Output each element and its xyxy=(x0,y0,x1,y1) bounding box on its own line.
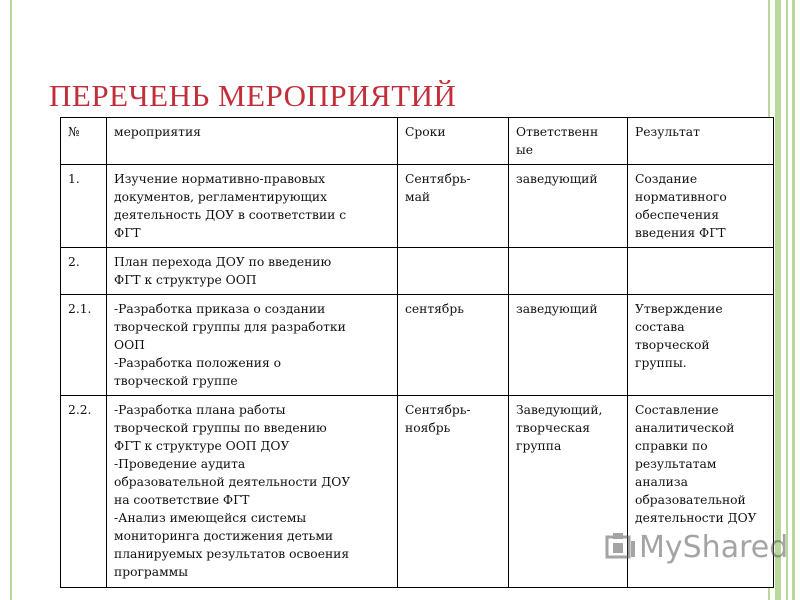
cell-event: План перехода ДОУ по введению ФГТ к структуре ООП xyxy=(107,248,398,295)
table-header-row xyxy=(61,118,774,165)
cell-number: 2. xyxy=(61,248,107,295)
cell-result: Создание нормативного обеспечения введения ФГТ xyxy=(628,165,774,248)
cell-result: Утверждение состава творческой группы. xyxy=(628,295,774,396)
table-row xyxy=(61,295,774,396)
cell-result: Составление аналитической справки по результатам анализа образовательной деятельности ДОУ xyxy=(628,396,774,588)
cell-event: -Разработка плана работы творческой группы по введению ФГТ к структуре ООП ДОУ -Проведение аудита образовательной деятельности ДОУ на соответствие ФГТ -Анализ имеющейся системы мониторинга достижения детьми планируемых результатов освоения программы xyxy=(107,396,398,588)
myshared-logo-icon xyxy=(605,531,637,563)
watermark-text: MyShared xyxy=(639,530,789,565)
cell-term: Сентябрь- май xyxy=(398,165,509,248)
cell-event: Изучение нормативно-правовых документов, регламентирующих деятельность ДОУ в соответствии с ФГТ xyxy=(107,165,398,248)
cell-responsible: заведующий xyxy=(509,295,628,396)
header-responsible: Ответственн ые xyxy=(509,118,628,165)
header-number: № xyxy=(61,118,107,165)
cell-result xyxy=(628,248,774,295)
table-row xyxy=(61,165,774,248)
cell-number: 2.2. xyxy=(61,396,107,588)
cell-term xyxy=(398,248,509,295)
border-line-right-3 xyxy=(786,0,788,600)
cell-responsible: заведующий xyxy=(509,165,628,248)
table-row xyxy=(61,248,774,295)
cell-term: сентябрь xyxy=(398,295,509,396)
header-result: Результат xyxy=(628,118,774,165)
border-line-left xyxy=(10,0,12,600)
events-table xyxy=(60,117,774,588)
header-terms: Сроки xyxy=(398,118,509,165)
border-line-right-4 xyxy=(792,0,795,600)
cell-responsible: Заведующий, творческая группа xyxy=(509,396,628,588)
cell-responsible xyxy=(509,248,628,295)
cell-event: -Разработка приказа о создании творческой группы для разработки ООП -Разработка положения о творческой группе xyxy=(107,295,398,396)
cell-number: 2.1. xyxy=(61,295,107,396)
cell-number: 1. xyxy=(61,165,107,248)
watermark xyxy=(605,530,788,565)
header-events: мероприятия xyxy=(107,118,398,165)
slide-title: ПЕРЕЧЕНЬ МЕРОПРИЯТИЙ xyxy=(49,78,457,113)
border-line-right-2 xyxy=(775,0,781,600)
cell-term: Сентябрь- ноябрь xyxy=(398,396,509,588)
